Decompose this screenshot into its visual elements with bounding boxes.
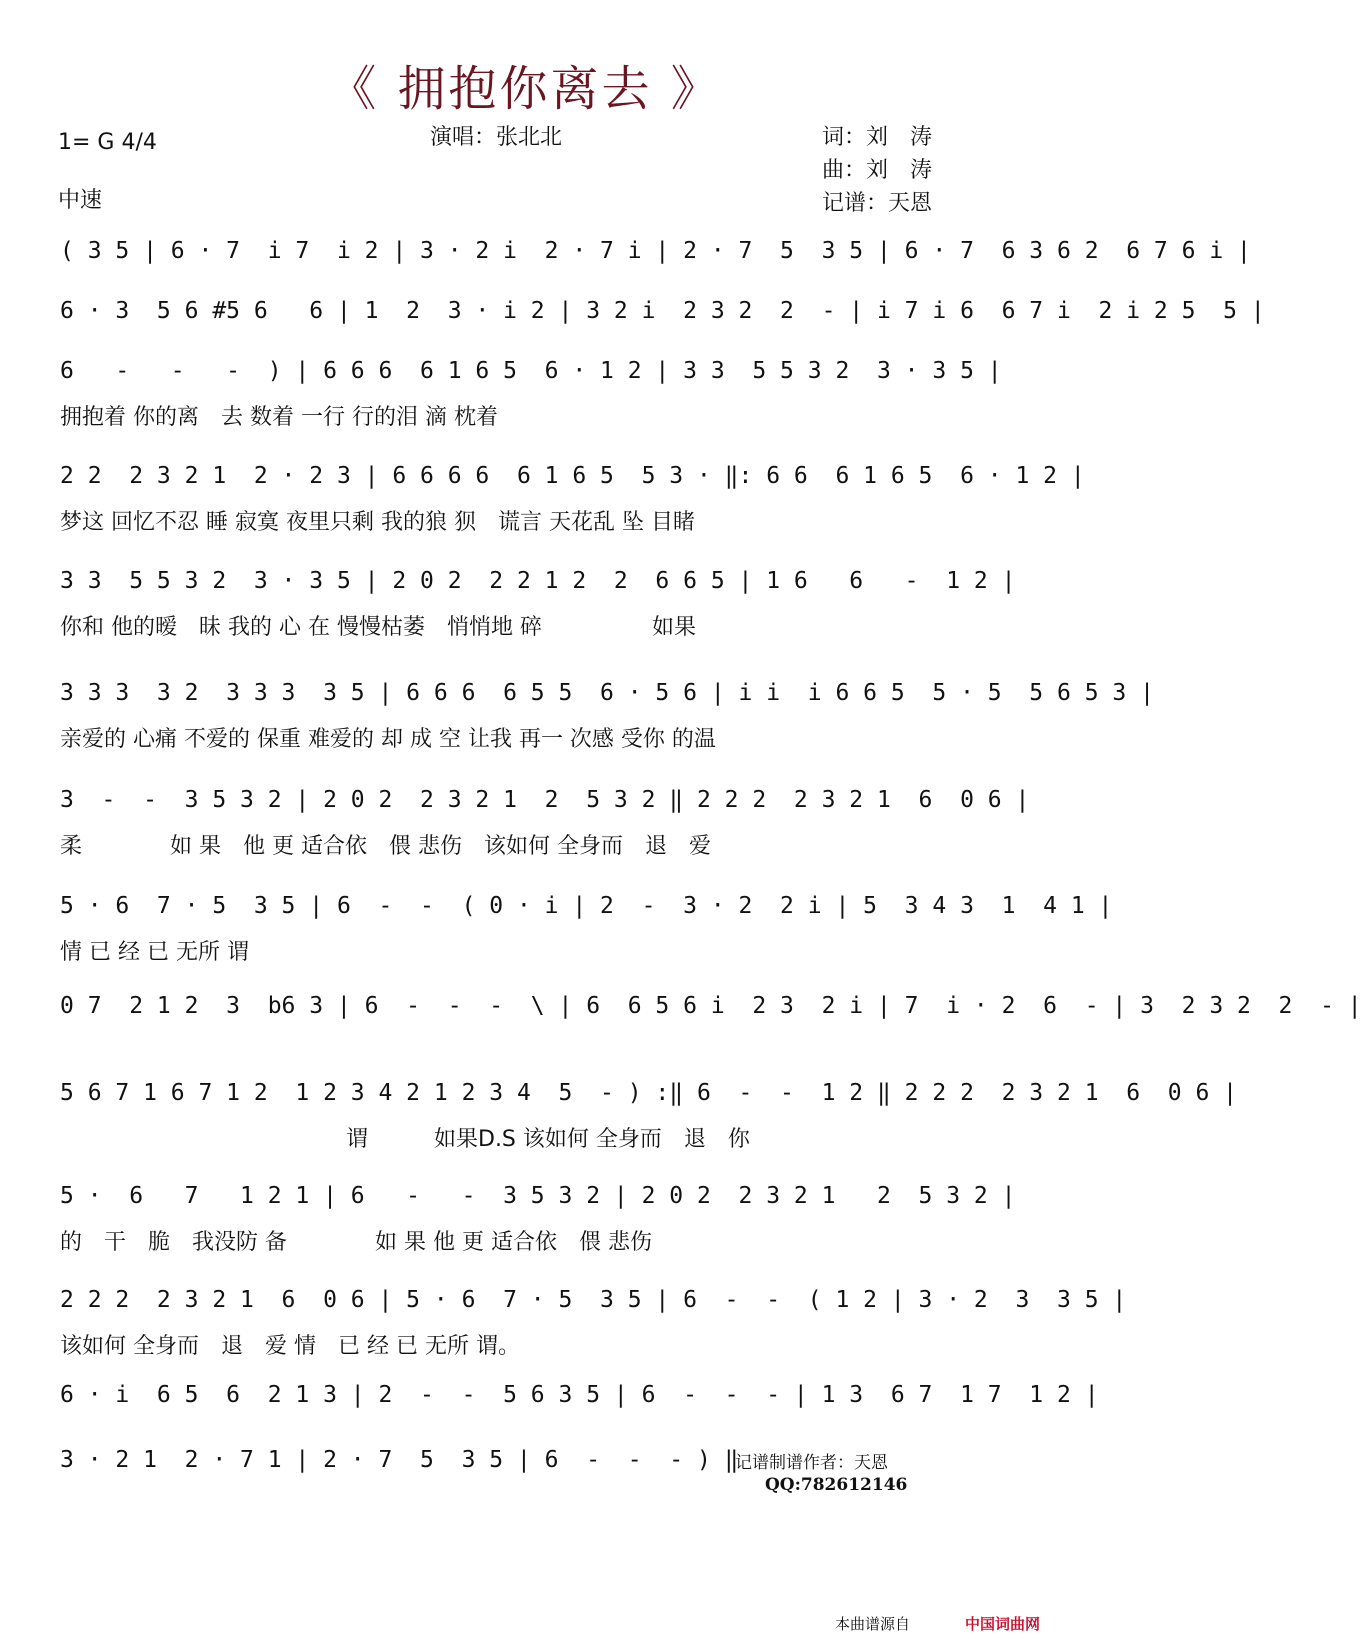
score-line-notes: 5 · 6 7 · 5 3 5 | 6 - - ( 0 · i | 2 - 3 · 2 2 i | 5 3 4 3 1 4 1 | xyxy=(60,893,1113,919)
score-line-notes: 3 3 5 5 3 2 3 · 3 5 | 2 0 2 2 2 1 2 2 6 6 5 | 1 6 6 - 1 2 | xyxy=(60,568,1016,594)
score-line-notes: 5 · 6 7 1 2 1 | 6 - - 3 5 3 2 | 2 0 2 2 3 2 1 2 5 3 2 | xyxy=(60,1183,1016,1209)
score-line-lyrics: 谓 如果D.S 该如何 全身而 退 你 xyxy=(60,1127,750,1152)
score-line-lyrics: 该如何 全身而 退 爱 情 已 经 已 无所 谓。 xyxy=(60,1334,520,1359)
score-line-lyrics: 的 干 脆 我没防 备 如 果 他 更 适合依 偎 悲伤 xyxy=(60,1230,652,1255)
qq-number: QQ:782612146 xyxy=(765,1475,908,1495)
score-line-notes: 5 6 7 1 6 7 1 2 1 2 3 4 2 1 2 3 4 5 - ) :‖ 6 - - 1 2 ‖ 2 2 2 2 3 2 1 6 0 6 | xyxy=(60,1080,1238,1106)
score-line-notes: 6 - - - ) | 6 6 6 6 1 6 5 6 · 1 2 | 3 3 5 5 3 2 3 · 3 5 | xyxy=(60,358,1002,384)
score-line-lyrics: 梦这 回忆不忍 睡 寂寞 夜里只剩 我的狼 狈 谎言 天花乱 坠 目睹 xyxy=(60,510,695,535)
key-signature: 1= G 4/4 xyxy=(58,130,157,155)
score-line-notes: ( 3 5 | 6 · 7 i 7 i 2 | 3 · 2 i 2 · 7 i | 2 · 7 5 3 5 | 6 · 7 6 3 6 2 6 7 6 i | xyxy=(60,238,1251,264)
score-line-lyrics: 你和 他的暧 昧 我的 心 在 慢慢枯萎 悄悄地 碎 如果 xyxy=(60,615,696,640)
score-line-notes: 0 7 2 1 2 3 b6 3 | 6 - - - \ | 6 6 5 6 i 2 3 2 i | 7 i · 2 6 - | 3 2 3 2 2 - | xyxy=(60,993,1362,1019)
score-line-notes: 6 · 3 5 6 #5 6 6 | 1 2 3 · i 2 | 3 2 i 2 3 2 2 - | i 7 i 6 6 7 i 2 i 2 5 5 | xyxy=(60,298,1265,324)
score-line-lyrics: 柔 如 果 他 更 适合依 偎 悲伤 该如何 全身而 退 爱 xyxy=(60,834,711,859)
score-line-notes: 3 · 2 1 2 · 7 1 | 2 · 7 5 3 5 | 6 - - - ) ‖ xyxy=(60,1447,739,1473)
author-credit: 记谱制谱作者：天恩 xyxy=(735,1453,888,1473)
source-site: 中国词曲网 xyxy=(964,1615,1040,1633)
score-line-lyrics: 亲爱的 心痛 不爱的 保重 难爱的 却 成 空 让我 再一 次感 受你 的温 xyxy=(60,727,716,752)
composer-credit: 曲：刘 涛 xyxy=(822,158,933,183)
score-line-lyrics: 拥抱着 你的离 去 数着 一行 行的泪 滴 枕着 xyxy=(60,405,498,430)
score-line-notes: 6 · i 6 5 6 2 1 3 | 2 - - 5 6 3 5 | 6 - - - | 1 3 6 7 1 7 1 2 | xyxy=(60,1382,1099,1408)
lyricist-credit: 词：刘 涛 xyxy=(822,125,933,150)
song-title: 《 拥抱你离去 》 xyxy=(328,61,722,117)
tempo-marking: 中速 xyxy=(58,188,103,213)
score-line-notes: 2 2 2 2 3 2 1 6 0 6 | 5 · 6 7 · 5 3 5 | 6 - - ( 1 2 | 3 · 2 3 3 5 | xyxy=(60,1287,1127,1313)
singer-credit: 演唱：张北北 xyxy=(430,125,563,150)
score-line-notes: 3 3 3 3 2 3 3 3 3 5 | 6 6 6 6 5 5 6 · 5 6 | i i i 6 6 5 5 · 5 5 6 5 3 | xyxy=(60,680,1154,706)
source-label: 本曲谱源自 xyxy=(834,1615,910,1633)
transcriber-credit: 记谱：天恩 xyxy=(822,191,933,216)
score-line-notes: 3 - - 3 5 3 2 | 2 0 2 2 3 2 1 2 5 3 2 ‖ 2 2 2 2 3 2 1 6 0 6 | xyxy=(60,787,1030,813)
score-line-notes: 2 2 2 3 2 1 2 · 2 3 | 6 6 6 6 6 1 6 5 5 3 · ‖: 6 6 6 1 6 5 6 · 1 2 | xyxy=(60,463,1085,489)
score-line-lyrics: 情 已 经 已 无所 谓 xyxy=(60,940,249,965)
